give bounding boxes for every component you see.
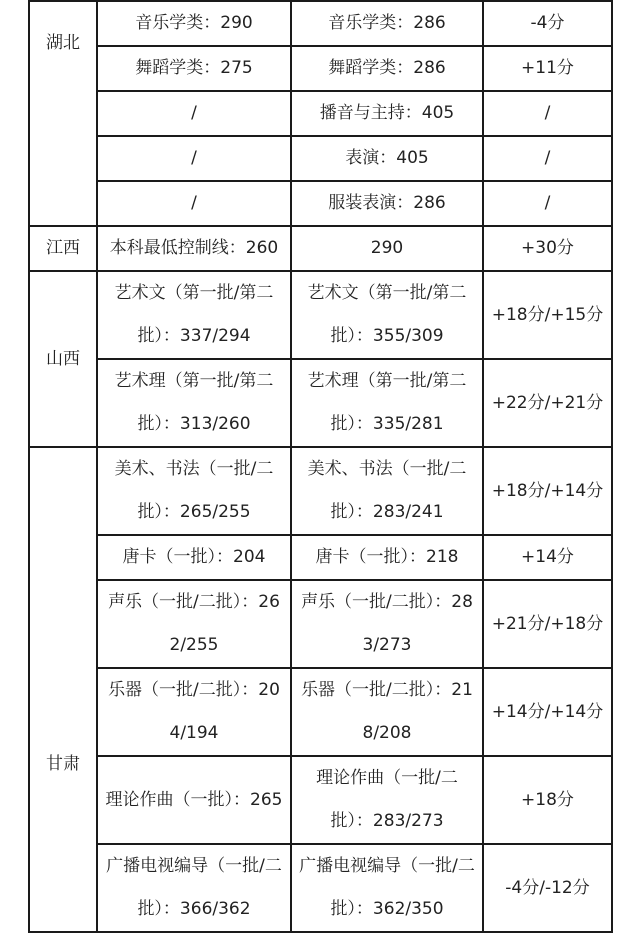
table-row (29, 136, 612, 181)
score-comparison-table (28, 0, 613, 933)
curr-score-cell: 音乐学类：286 (291, 1, 483, 46)
curr-score-cell: 声乐（一批/二批）：283/273 (291, 580, 483, 668)
prev-score-cell: 音乐学类：290 (97, 1, 291, 46)
diff-cell: / (483, 181, 612, 226)
province-cell: 湖北 (29, 1, 97, 226)
table-row (29, 359, 612, 447)
table-row (29, 844, 612, 932)
curr-score-cell: 表演：405 (291, 136, 483, 181)
diff-cell: +11分 (483, 46, 612, 91)
table-row (29, 580, 612, 668)
curr-score-cell: 290 (291, 226, 483, 271)
diff-cell: +21分/+18分 (483, 580, 612, 668)
prev-score-cell: / (97, 181, 291, 226)
prev-score-cell: 舞蹈学类：275 (97, 46, 291, 91)
curr-score-cell: 乐器（一批/二批）：218/208 (291, 668, 483, 756)
diff-cell: +18分/+14分 (483, 447, 612, 535)
curr-score-cell: 广播电视编导（一批/二批）：362/350 (291, 844, 483, 932)
curr-score-cell: 播音与主持：405 (291, 91, 483, 136)
curr-score-cell: 唐卡（一批）：218 (291, 535, 483, 580)
table-row (29, 271, 612, 359)
prev-score-cell: / (97, 136, 291, 181)
curr-score-cell: 艺术文（第一批/第二批）：355/309 (291, 271, 483, 359)
table-row (29, 226, 612, 271)
diff-cell: -4分/-12分 (483, 844, 612, 932)
province-cell: 甘肃 (29, 447, 97, 932)
diff-cell: +22分/+21分 (483, 359, 612, 447)
province-cell: 江西 (29, 226, 97, 271)
diff-cell: +30分 (483, 226, 612, 271)
table-row (29, 1, 612, 46)
diff-cell: -4分 (483, 1, 612, 46)
table-row (29, 668, 612, 756)
prev-score-cell: 乐器（一批/二批）：204/194 (97, 668, 291, 756)
prev-score-cell: 艺术文（第一批/第二批）：337/294 (97, 271, 291, 359)
curr-score-cell: 舞蹈学类：286 (291, 46, 483, 91)
table-row (29, 181, 612, 226)
diff-cell: / (483, 136, 612, 181)
table-row (29, 447, 612, 535)
diff-cell: +18分/+15分 (483, 271, 612, 359)
curr-score-cell: 服装表演：286 (291, 181, 483, 226)
table-row (29, 91, 612, 136)
prev-score-cell: 理论作曲（一批）：265 (97, 756, 291, 844)
curr-score-cell: 美术、书法（一批/二批）：283/241 (291, 447, 483, 535)
prev-score-cell: 美术、书法（一批/二批）：265/255 (97, 447, 291, 535)
diff-cell: / (483, 91, 612, 136)
diff-cell: +14分/+14分 (483, 668, 612, 756)
prev-score-cell: / (97, 91, 291, 136)
prev-score-cell: 声乐（一批/二批）：262/255 (97, 580, 291, 668)
curr-score-cell: 艺术理（第一批/第二批）：335/281 (291, 359, 483, 447)
diff-cell: +18分 (483, 756, 612, 844)
table-row (29, 535, 612, 580)
prev-score-cell: 本科最低控制线：260 (97, 226, 291, 271)
table-row (29, 756, 612, 844)
province-cell: 山西 (29, 271, 97, 447)
prev-score-cell: 广播电视编导（一批/二批）：366/362 (97, 844, 291, 932)
prev-score-cell: 艺术理（第一批/第二批）：313/260 (97, 359, 291, 447)
prev-score-cell: 唐卡（一批）：204 (97, 535, 291, 580)
table-row (29, 46, 612, 91)
diff-cell: +14分 (483, 535, 612, 580)
curr-score-cell: 理论作曲（一批/二批）：283/273 (291, 756, 483, 844)
